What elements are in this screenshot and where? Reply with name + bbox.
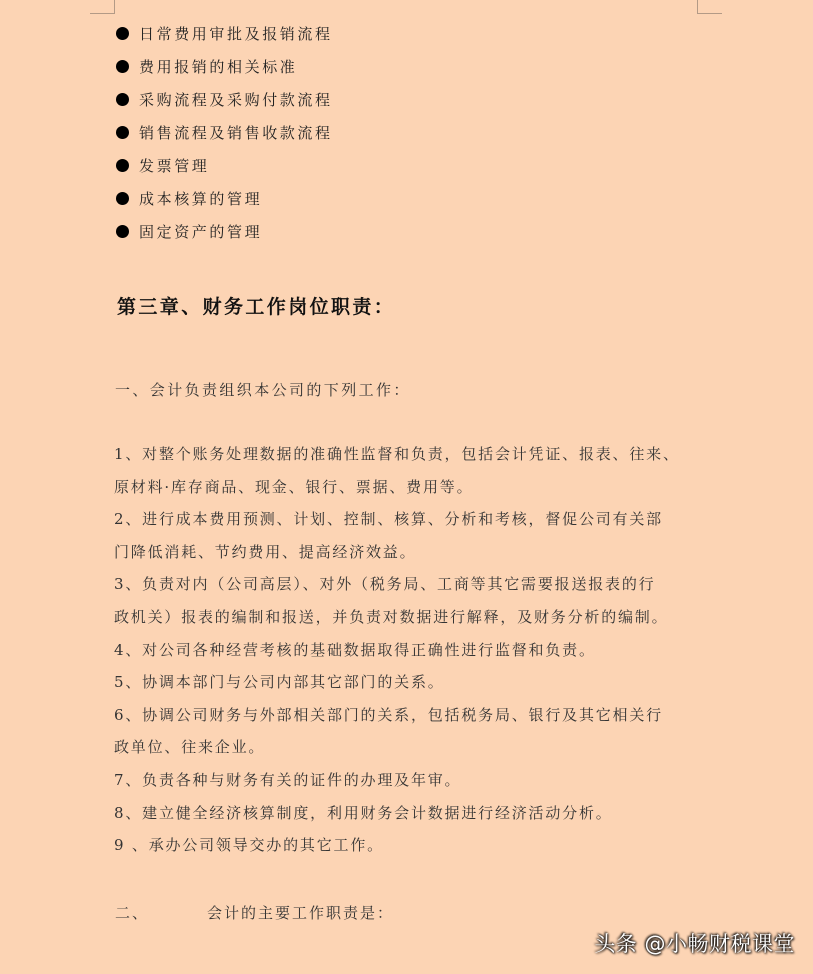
paragraph-line: 3、负责对内（公司高层）、对外（税务局、工商等其它需要报送报表的行	[114, 575, 656, 594]
list-item: 发票管理	[114, 149, 333, 182]
bullet-icon	[116, 225, 129, 238]
paragraph-line: 7、负责各种与财务有关的证件的办理及年审。	[114, 770, 462, 789]
paragraph-line: 9 、承办公司领导交办的其它工作。	[114, 836, 384, 855]
bullet-icon	[116, 27, 129, 40]
bullet-icon	[116, 159, 129, 172]
section-2-number: 二、	[115, 904, 150, 922]
list-item: 销售流程及销售收款流程	[114, 116, 333, 149]
paragraph-line: 8、建立健全经济核算制度，利用财务会计数据进行经济活动分析。	[114, 803, 613, 822]
bullet-icon	[116, 93, 129, 106]
paragraph-line: 1、对整个账务处理数据的准确性监督和负责，包括会计凭证、报表、往来、	[114, 445, 680, 463]
section-1-body	[114, 438, 694, 862]
paragraph-line: 政单位、往来企业。	[114, 738, 266, 757]
list-item: 固定资产的管理	[114, 215, 333, 248]
paragraph-line: 原材料·库存商品、现金、银行、票据、费用等。	[114, 477, 474, 496]
bullet-icon	[116, 60, 129, 73]
paragraph-line: 4、对公司各种经营考核的基础数据取得正确性进行监督和负责。	[114, 640, 596, 659]
section-2-title	[115, 902, 394, 923]
list-item: 费用报销的相关标准	[114, 50, 333, 83]
bullet-icon	[116, 192, 129, 205]
process-bullet-list	[114, 17, 333, 248]
paragraph-line: 政机关）报表的编制和报送，并负责对数据进行解释，及财务分析的编制。	[114, 607, 669, 626]
page-corner-mark-left	[90, 0, 115, 14]
list-item: 成本核算的管理	[114, 182, 333, 215]
chapter-heading: 第三章、财务工作岗位职责：	[117, 296, 396, 318]
paragraph-line: 6、协调公司财务与外部相关部门的关系，包括税务局、银行及其它相关行	[114, 705, 663, 724]
paragraph-line: 2、进行成本费用预测、计划、控制、核算、分析和考核，督促公司有关部	[114, 510, 663, 529]
list-item: 日常费用审批及报销流程	[114, 17, 333, 50]
page-corner-mark-right	[697, 0, 722, 14]
section-2-text: 会计的主要工作职责是：	[207, 904, 395, 922]
paragraph-line: 5、协调本部门与公司内部其它部门的关系。	[114, 673, 445, 692]
list-item: 采购流程及采购付款流程	[114, 83, 333, 116]
watermark: 头条 @小畅财税课堂	[594, 932, 795, 956]
bullet-icon	[116, 126, 129, 139]
section-1-title: 一、会计负责组织本公司的下列工作：	[115, 381, 411, 399]
paragraph-line: 门降低消耗、节约费用、提高经济效益。	[114, 542, 417, 561]
